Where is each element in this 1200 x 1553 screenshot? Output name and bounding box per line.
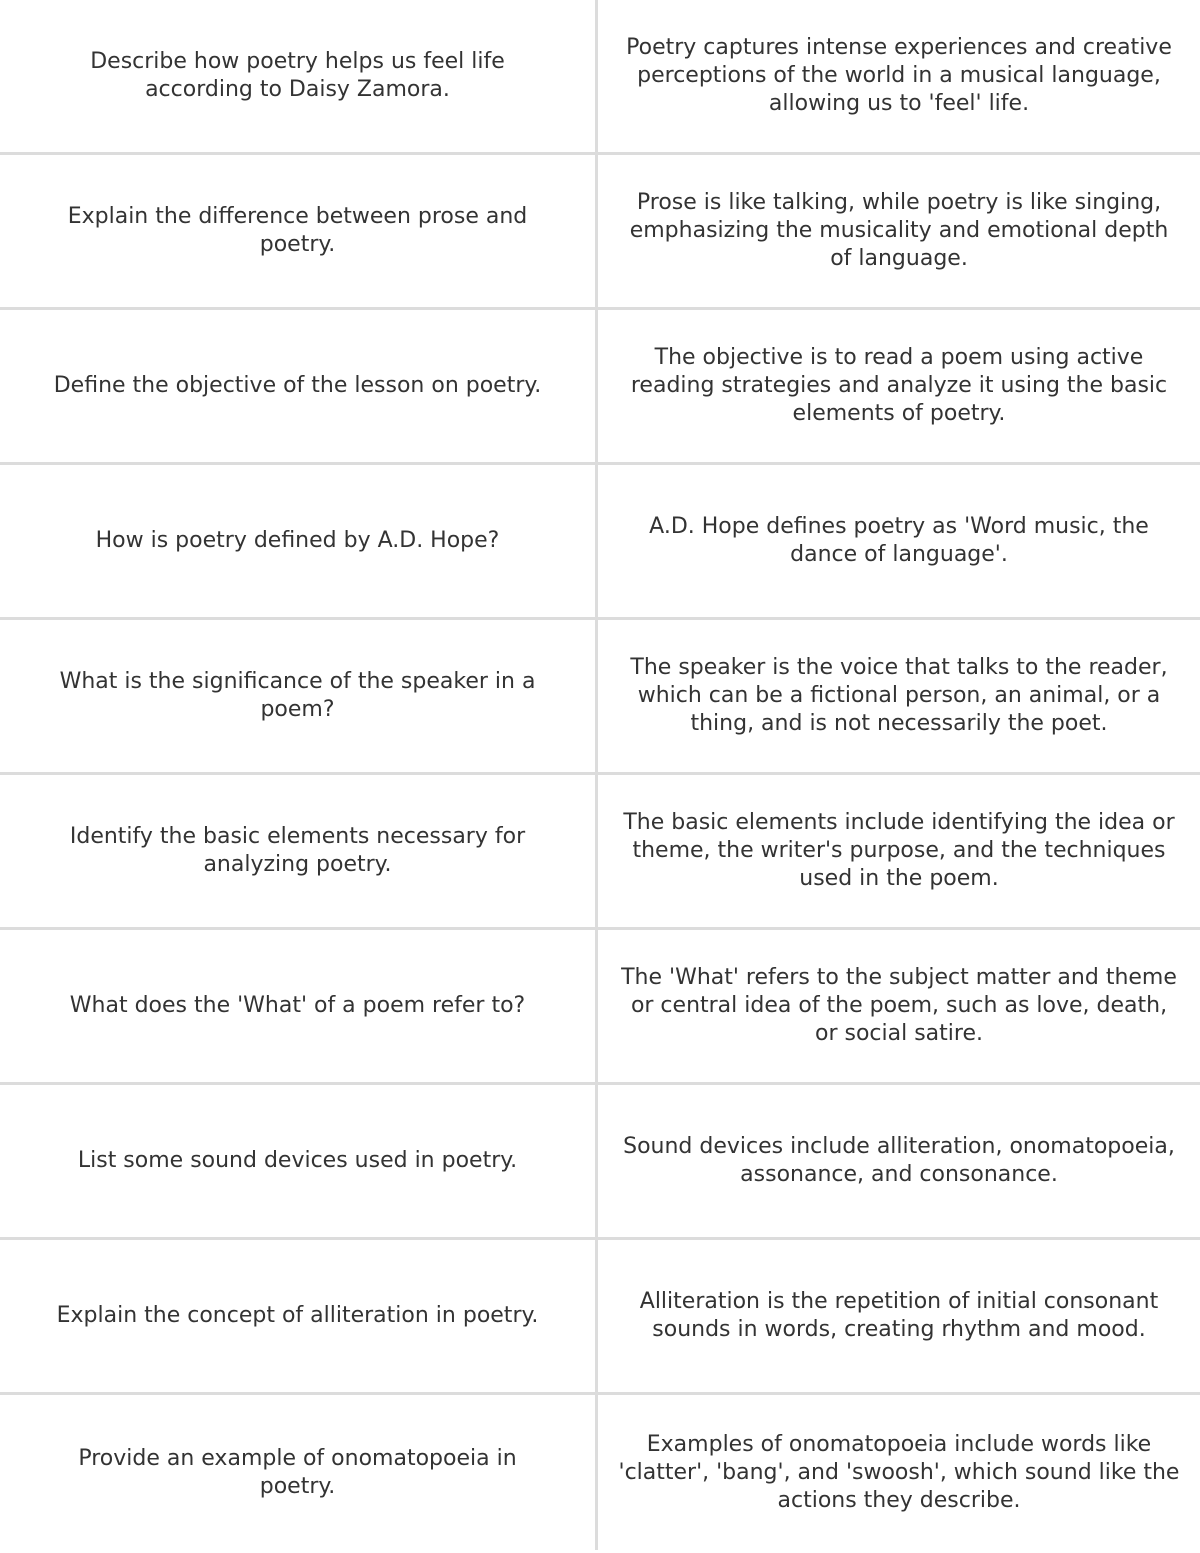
definition-text: The objective is to read a poem using active reading strategies and analyze it using the basic elements of poetry. — [630, 345, 1168, 426]
card-definition — [598, 775, 1200, 930]
card-term — [0, 1085, 598, 1240]
term-text: Provide an example of onomatopoeia in poetry. — [78, 1445, 517, 1499]
term-text: What is the significance of the speaker in a poem? — [59, 669, 536, 722]
card-definition — [598, 620, 1200, 775]
definition-text: The basic elements include identifying the idea or theme, the writer's purpose, and the techniques used in the poem. — [623, 810, 1175, 891]
term-text: What does the 'What' of a poem refer to? — [69, 993, 526, 1018]
definition-text: A.D. Hope defines poetry as 'Word music, the dance of language'. — [649, 514, 1149, 567]
card-term — [0, 930, 598, 1085]
card-term — [0, 465, 598, 620]
term-text: List some sound devices used in poetry. — [77, 1148, 518, 1173]
card-definition — [598, 1240, 1200, 1395]
card-definition — [598, 930, 1200, 1085]
card-term — [0, 1395, 598, 1550]
definition-text: Prose is like talking, while poetry is like singing, emphasizing the musicality and emotional depth of language. — [629, 190, 1169, 271]
card-definition — [598, 310, 1200, 465]
definition-text: Poetry captures intense experiences and creative perceptions of the world in a musical language, allowing us to 'feel' life. — [626, 35, 1172, 116]
definition-text: The 'What' refers to the subject matter and theme or central idea of the poem, such as love, death, or social satire. — [621, 965, 1177, 1046]
card-term — [0, 1240, 598, 1395]
definition-text: Examples of onomatopoeia include words like 'clatter', 'bang', and 'swoosh', which sound like the actions they describe. — [618, 1431, 1180, 1513]
term-text: Explain the concept of alliteration in poetry. — [56, 1303, 539, 1328]
term-text: Define the objective of the lesson on poetry. — [53, 373, 542, 398]
card-term — [0, 620, 598, 775]
card-term — [0, 775, 598, 930]
card-definition — [598, 1085, 1200, 1240]
definition-text: Sound devices include alliteration, onomatopoeia, assonance, and consonance. — [623, 1134, 1175, 1187]
term-text: Describe how poetry helps us feel life according to Daisy Zamora. — [90, 49, 505, 102]
card-definition — [598, 1395, 1200, 1550]
term-text: Explain the difference between prose and poetry. — [67, 204, 528, 257]
card-definition — [598, 0, 1200, 155]
card-definition — [598, 155, 1200, 310]
term-text: How is poetry defined by A.D. Hope? — [95, 528, 500, 553]
definition-text: The speaker is the voice that talks to the reader, which can be a fictional person, an animal, or a thing, and is not necessarily the poet. — [630, 655, 1168, 736]
term-text: Identify the basic elements necessary for analyzing poetry. — [69, 824, 526, 877]
card-term — [0, 155, 598, 310]
card-term — [0, 310, 598, 465]
card-definition — [598, 465, 1200, 620]
card-term — [0, 0, 598, 155]
definition-text: Alliteration is the repetition of initial consonant sounds in words, creating rhythm and mood. — [639, 1289, 1159, 1342]
